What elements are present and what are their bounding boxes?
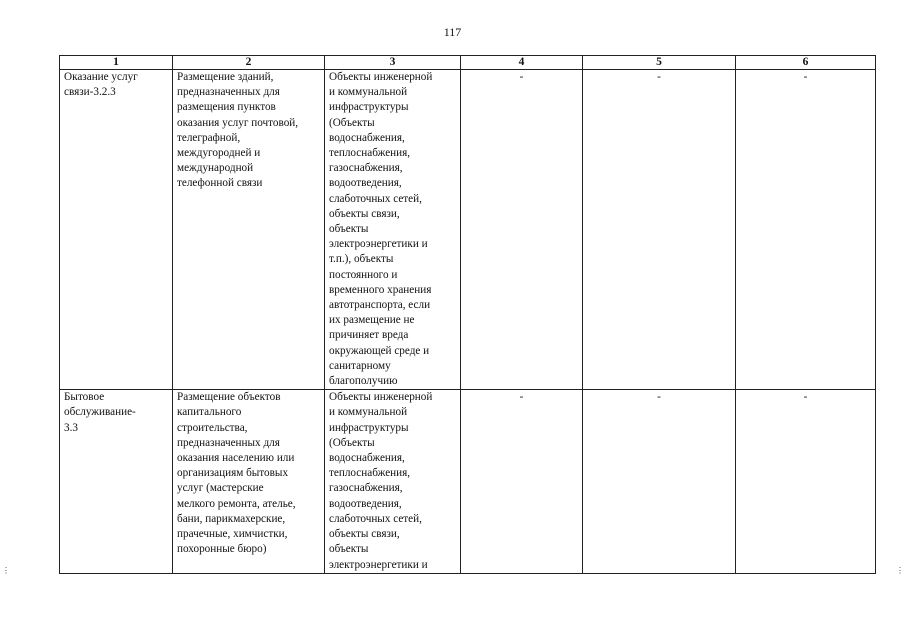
param-cell-4: - (461, 390, 583, 573)
use-description-cell: Размещение зданий, предназначенных для размещения пунктов оказания услуг почтовой, телеграфной, междугородней и международной телефонной связи (173, 70, 325, 390)
column-header-2: 2 (173, 56, 325, 70)
use-type-cell: Оказание услуг связи-3.2.3 (60, 70, 173, 390)
column-header-6: 6 (736, 56, 876, 70)
use-description-cell: Размещение объектов капитального строительства, предназначенных для оказания населению или организациям бытовых услуг (мастерские мелкого ремонта, ателье, бани, парикмахерские, прачечные, химчистки, похоронные бюро) (173, 390, 325, 573)
table-row (60, 390, 876, 573)
column-header-4: 4 (461, 56, 583, 70)
page-number: 117 (443, 25, 462, 39)
param-cell-5: - (583, 70, 736, 390)
param-cell-6: - (736, 390, 876, 573)
param-cell-4: - (461, 70, 583, 390)
param-cell-5: - (583, 390, 736, 573)
use-type-cell: Бытовое обслуживание- 3.3 (60, 390, 173, 573)
column-header-3: 3 (325, 56, 461, 70)
auxiliary-use-cell: Объекты инженерной и коммунальной инфраструктуры (Объекты водоснабжения, теплоснабжения, газоснабжения, водоотведения, слаботочных сетей, объекты связи, объекты электроэнергетики и т.п.), объекты постоянного и временного хранения автотранспорта, если их размещение не причиняет вреда окружающей среде и санитарному благополучию (325, 70, 461, 390)
column-header-5: 5 (583, 56, 736, 70)
param-cell-6: - (736, 70, 876, 390)
column-header-1: 1 (60, 56, 173, 70)
scan-edge-mark-left: ⋮ (2, 566, 10, 575)
table-header-row (60, 56, 876, 70)
scan-edge-mark-right: ⋮ (896, 566, 904, 575)
auxiliary-use-cell: Объекты инженерной и коммунальной инфраструктуры (Объекты водоснабжения, теплоснабжения, газоснабжения, водоотведения, слаботочных сетей, объекты связи, объекты электроэнергетики и (325, 390, 461, 573)
land-use-table (59, 55, 876, 574)
table-row (60, 70, 876, 390)
